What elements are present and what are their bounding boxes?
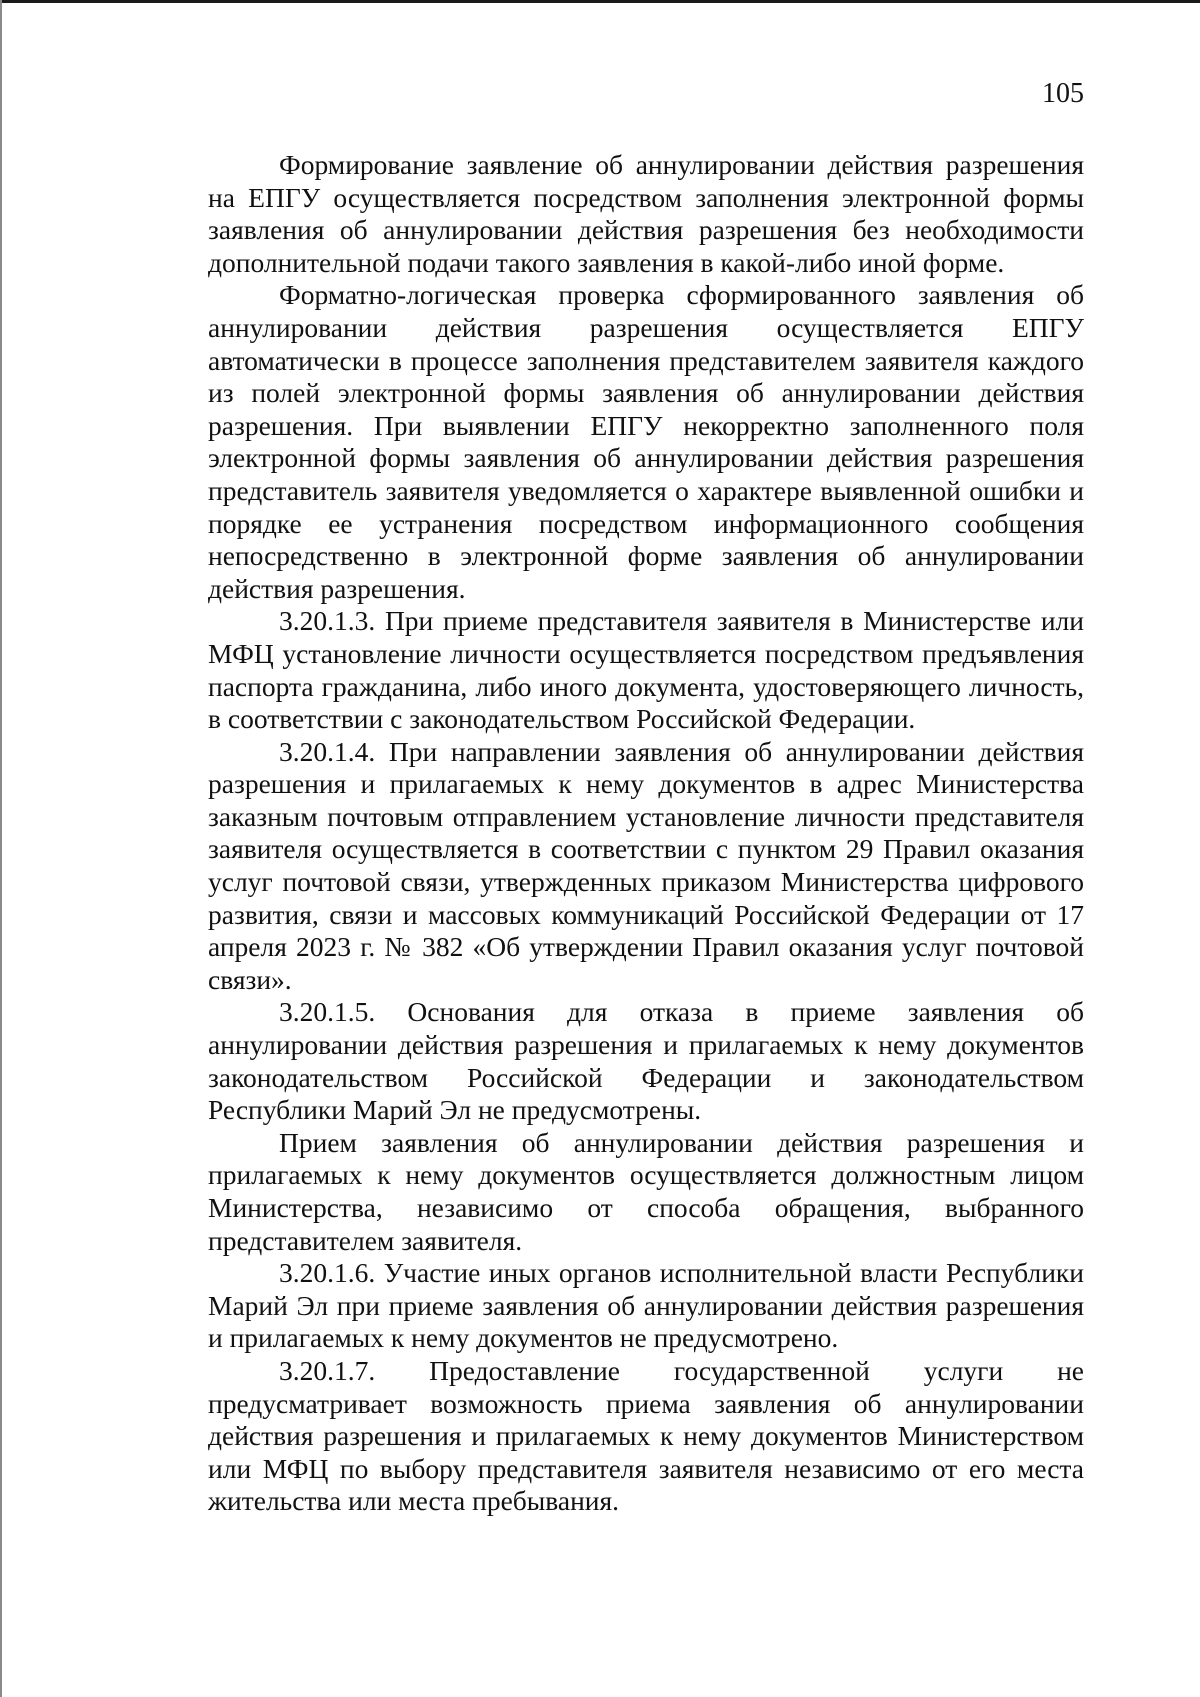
paragraph-reception: Прием заявления об аннулировании действия разрешения и прилагаемых к нему документов осуществляется должностным лицом Министерства, независимо от способа обращения, выбранного представителем заявителя. <box>208 1126 1084 1256</box>
paragraph-3-20-1-5: 3.20.1.5. Основания для отказа в приеме заявления об аннулировании действия разрешения и прилагаемых к нему документов законодательством Российской Федерации и законодательством Республики Марий Эл не предусмотрены. <box>208 996 1084 1126</box>
paragraph-epgu-form: Формирование заявление об аннулировании действия разрешения на ЕПГУ осуществляется посредством заполнения электронной формы заявления об аннулировании действия разрешения без необходимости дополнительной подачи такого заявления в какой-либо иной форме. <box>208 149 1084 278</box>
paragraph-format-check: Форматно-логическая проверка сформированного заявления об аннулировании действия разрешения осуществляется ЕПГУ автоматически в процессе заполнения представителем заявителя каждого из полей электронной формы заявления об аннулировании действия разрешения. При выявлении ЕПГУ некорректно заполненного поля электронной формы заявления об аннулировании действия разрешения представитель заявителя уведомляется о характере выявленной ошибки и порядке ее устранения посредством информационного сообщения непосредственно в электронной форме заявления об аннулировании действия разрешения. <box>208 279 1084 604</box>
paragraph-3-20-1-6: 3.20.1.6. Участие иных органов исполнительной власти Республики Марий Эл при приеме заявления об аннулировании действия разрешения и прилагаемых к нему документов не предусмотрено. <box>208 1257 1084 1354</box>
scan-left-edge <box>0 0 2 1697</box>
page-number: 105 <box>1042 78 1084 109</box>
paragraph-3-20-1-4: 3.20.1.4. При направлении заявления об аннулировании действия разрешения и прилагаемых к нему документов в адрес Министерства заказным почтовым отправлением установление личности представителя заявителя осуществляется в соответствии с пунктом 29 Правил оказания услуг почтовой связи, утвержденных приказом Министерства цифрового развития, связи и массовых коммуникаций Российской Федерации от 17 апреля 2023 г. № 382 «Об утверждении Правил оказания услуг почтовой связи». <box>208 735 1084 995</box>
paragraph-3-20-1-7: 3.20.1.7. Предоставление государственной услуги не предусматривает возможность приема заявления об аннулировании действия разрешения и прилагаемых к нему документов Министерством или МФЦ по выбору представителя заявителя независимо от его места жительства или места пребывания. <box>208 1354 1084 1517</box>
document-body <box>208 149 1084 1518</box>
paragraph-3-20-1-3: 3.20.1.3. При приеме представителя заявителя в Министерстве или МФЦ установление личности осуществляется посредством предъявления паспорта гражданина, либо иного документа, удостоверяющего личность, в соответствии с законодательством Российской Федерации. <box>208 605 1084 735</box>
scan-top-edge <box>0 0 1200 3</box>
